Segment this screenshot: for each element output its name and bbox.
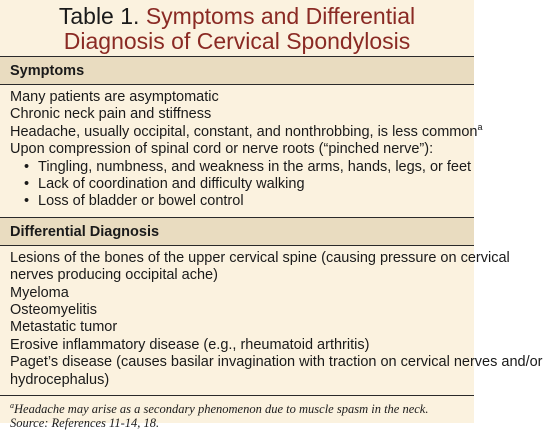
symptom-bullet bbox=[10, 176, 464, 193]
bullet-icon: • bbox=[24, 193, 30, 210]
symptom-item: Upon compression of spinal cord or nerve roots (“pinched nerve”): bbox=[10, 141, 434, 158]
table-footnotes bbox=[0, 395, 474, 430]
differential-item: Metastatic tumor bbox=[10, 319, 118, 336]
symptom-bullet-text: Lack of coordination and difficulty walking bbox=[38, 176, 305, 193]
differential-item-cont: hydrocephalus) bbox=[10, 371, 110, 388]
symptom-bullet-text: Tingling, numbness, and weakness in the arms, hands, legs, or feet bbox=[38, 158, 472, 175]
symptom-item-headache bbox=[10, 121, 483, 141]
table-title-line1: Symptoms and Differential bbox=[145, 3, 416, 29]
footnote-marker: a bbox=[477, 121, 483, 132]
differential-item: Myeloma bbox=[10, 284, 69, 301]
symptom-bullet-text: Loss of bladder or bowel control bbox=[38, 193, 244, 210]
table-label: Table 1. bbox=[58, 3, 140, 29]
symptoms-list bbox=[0, 85, 483, 217]
table-title-line2: Diagnosis of Cervical Spondylosis bbox=[63, 28, 411, 54]
bullet-icon: • bbox=[24, 158, 30, 175]
source-note: Source: References 11-14, 18. bbox=[10, 416, 160, 430]
table-title bbox=[0, 0, 474, 56]
bullet-icon: • bbox=[24, 176, 30, 193]
symptom-item: Chronic neck pain and stiffness bbox=[10, 106, 212, 123]
footnote-text: Headache may arise as a secondary phenomenon due to muscle spasm in the neck. bbox=[14, 402, 429, 417]
differential-item: Paget’s disease (causes basilar invagination with traction on cervical nerves and/or bbox=[10, 354, 543, 371]
symptom-item: Many patients are asymptomatic bbox=[10, 89, 219, 105]
differential-item: Osteomyelitis bbox=[10, 302, 98, 319]
symptom-bullet bbox=[10, 193, 464, 210]
differential-item: Lesions of the bones of the upper cervical spine (causing pressure on cervical bbox=[10, 249, 510, 266]
symptom-bullet bbox=[10, 158, 472, 176]
differential-list bbox=[0, 246, 543, 395]
differential-item: Erosive inflammatory disease (e.g., rheumatoid arthritis) bbox=[10, 336, 370, 353]
symptoms-heading: Symptoms bbox=[0, 56, 474, 85]
differential-heading: Differential Diagnosis bbox=[0, 217, 474, 246]
footnote bbox=[10, 402, 464, 416]
footnote-marker: a bbox=[10, 400, 14, 410]
differential-item-cont: nerves producing occipital ache) bbox=[10, 267, 218, 284]
symptom-item-text: Headache, usually occipital, constant, and nonthrobbing, is less common bbox=[10, 123, 478, 140]
